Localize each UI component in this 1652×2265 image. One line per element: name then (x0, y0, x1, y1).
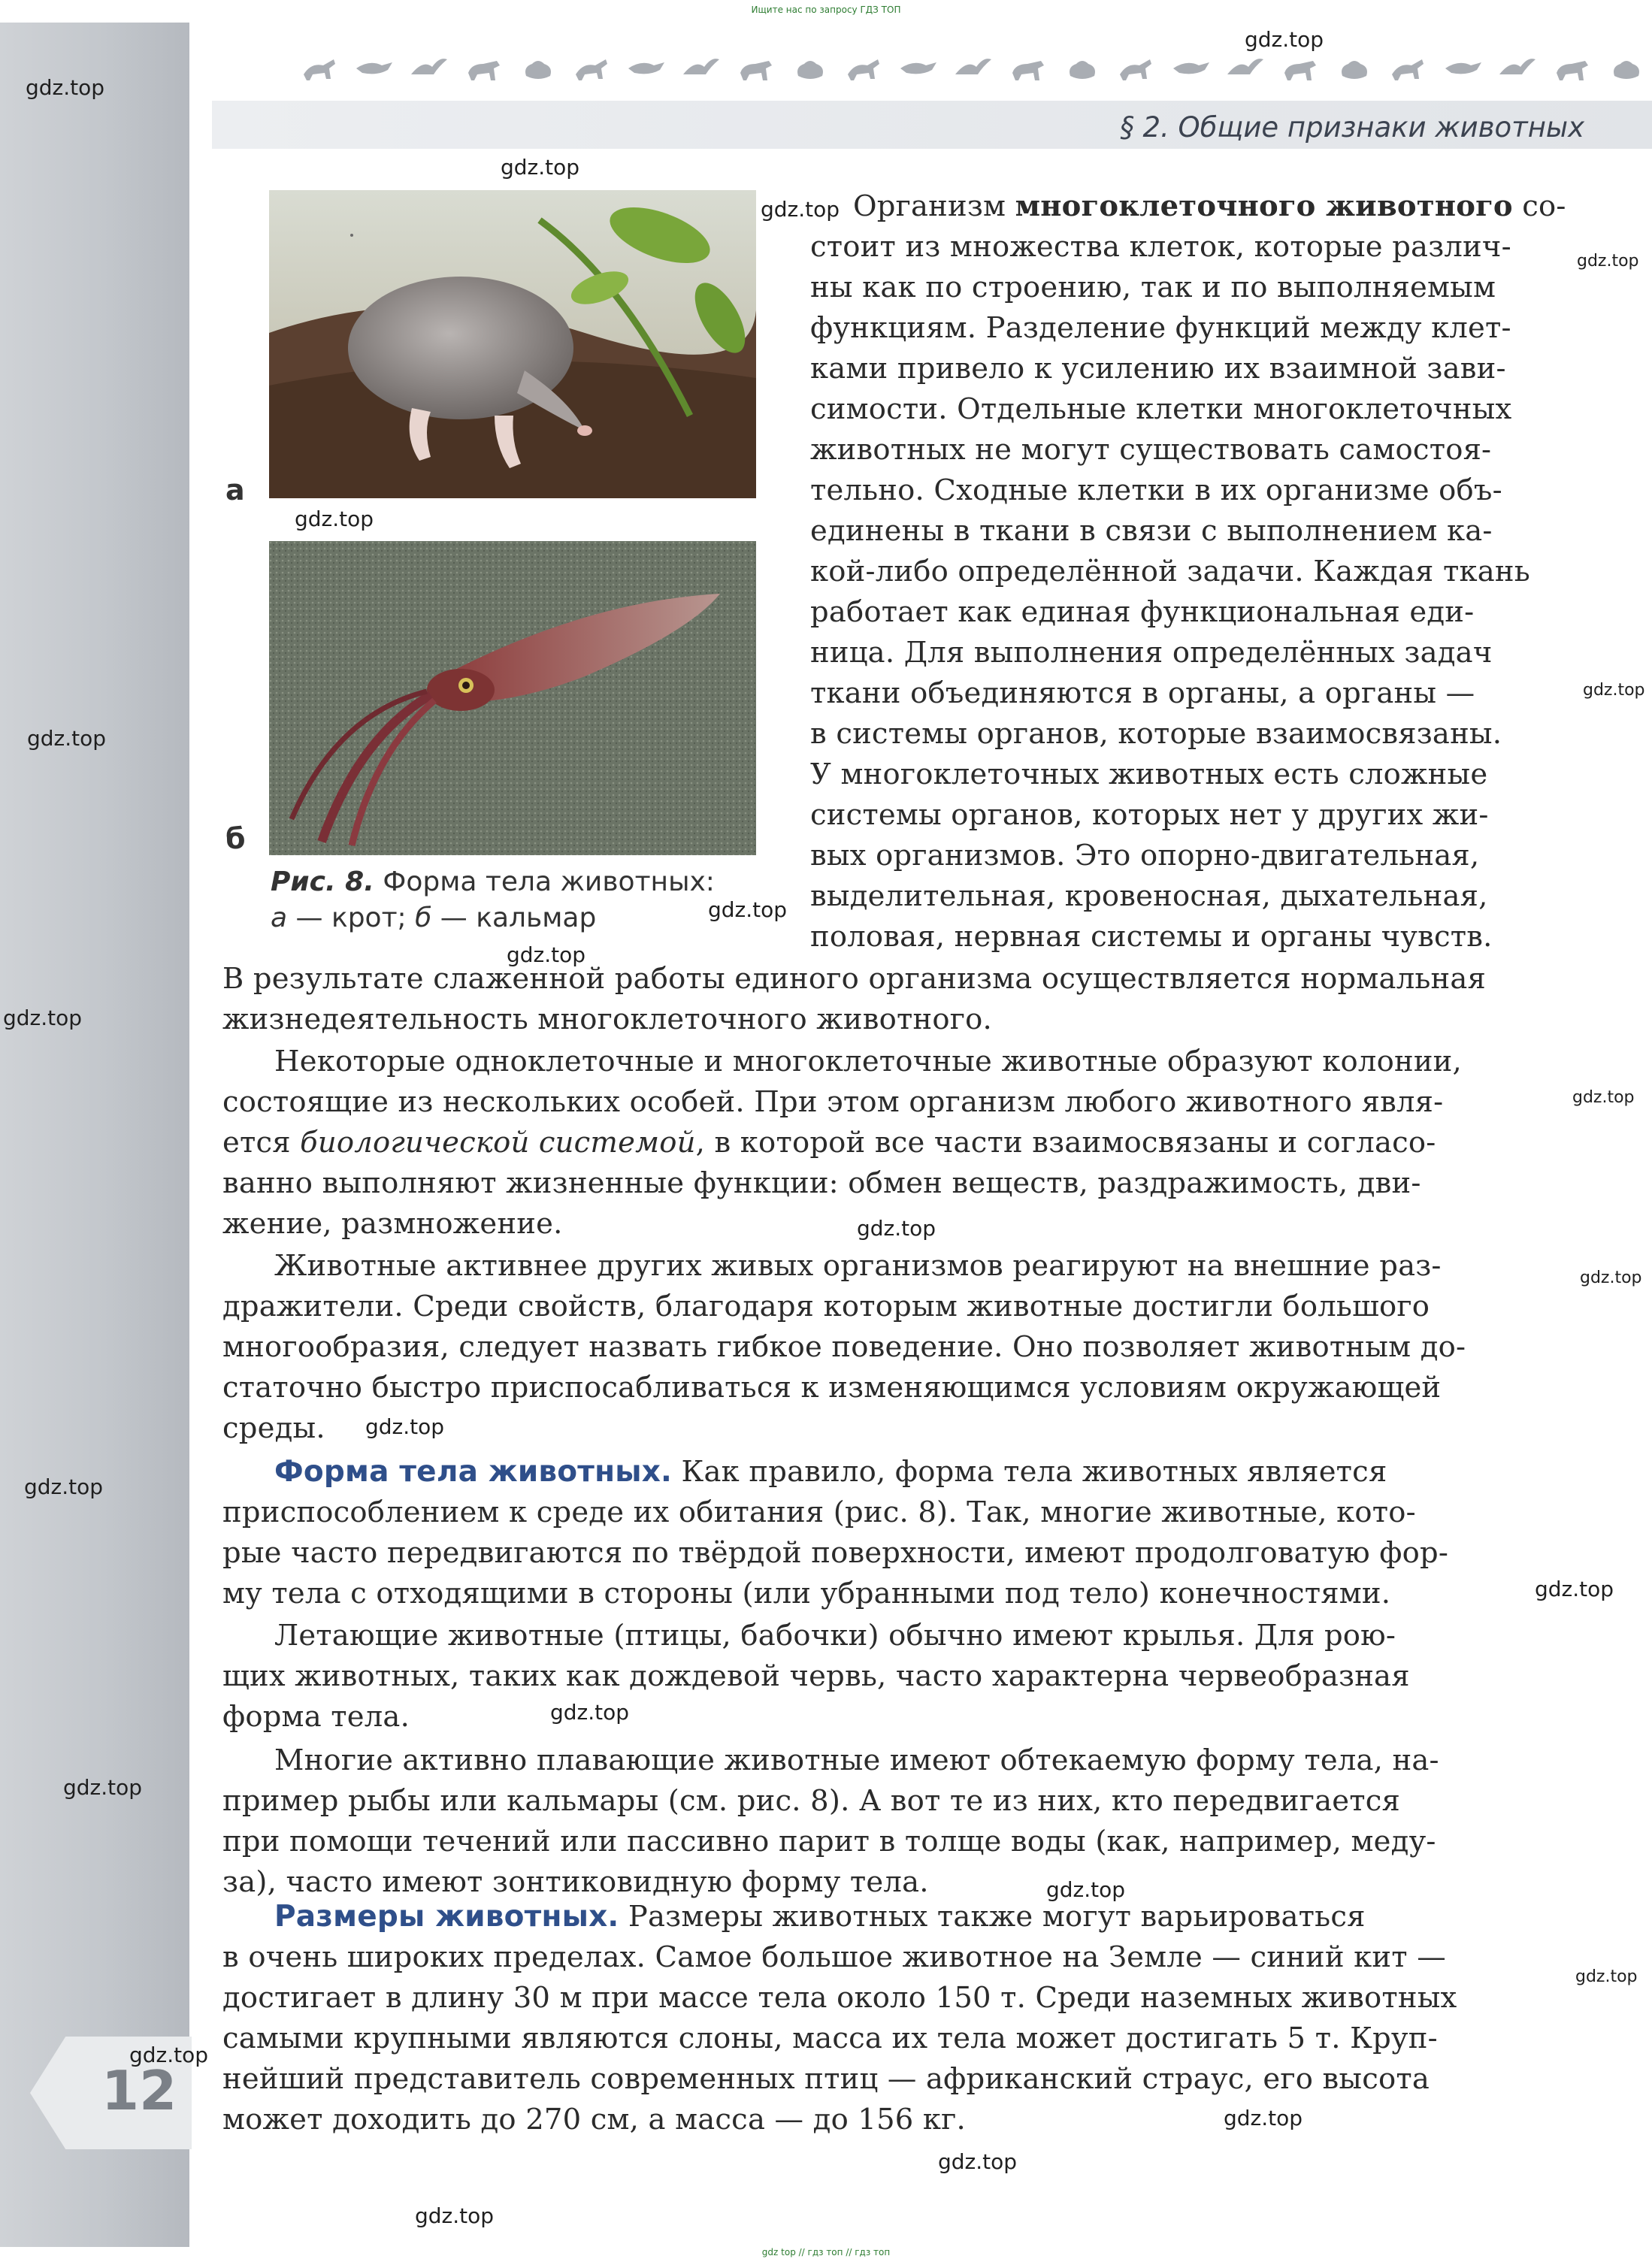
crab-icon (573, 52, 612, 85)
watermark: gdz.top (27, 726, 107, 751)
p5-line-2: щих животных, таких как дождевой червь, часто характерна червеобразная (222, 1659, 1410, 1693)
watermark: gdz.top (24, 1474, 104, 1499)
bird-icon (899, 52, 938, 85)
watermark: gdz.top (501, 155, 580, 180)
page-number: 12 (101, 2059, 177, 2122)
figure-caption (271, 864, 715, 936)
watermark: gdz.top (708, 897, 788, 922)
p1-line-4: функциям. Разделение функций между клет- (810, 311, 1511, 345)
p3-line-3: многообразия, следует назвать гибкое поведение. Оно позволяет животным до- (222, 1330, 1466, 1364)
body-size-heading: Размеры животных. (274, 1900, 619, 1934)
bird-icon (1444, 52, 1483, 85)
p4-run: Как правило, форма тела животных является (672, 1455, 1387, 1489)
top-note: Ищите нас по запросу ГДЗ ТОП (751, 5, 901, 15)
animal-silhouette-strip (301, 47, 1646, 90)
bottom-note: gdz top // гдз топ // гдз топ (761, 2247, 891, 2257)
watermark: gdz.top (415, 2203, 495, 2228)
watermark: gdz.top (1575, 1967, 1638, 1986)
watermark: gdz.top (550, 1700, 630, 1725)
watermark: gdz.top (295, 507, 374, 531)
bison-icon (1335, 52, 1374, 85)
p2-line-4: ванно выполняют жизненные функции: обмен веществ, раздражимость, дви- (222, 1166, 1421, 1200)
watermark: gdz.top (1224, 2106, 1303, 2130)
p1-line-16: системы органов, которых нет у других жи- (810, 798, 1489, 832)
caption-figure-label: Рис. 8. (271, 866, 374, 897)
p1-line-2: стоит из множества клеток, которые различ- (810, 230, 1511, 264)
spider-icon (845, 52, 884, 85)
watermark: gdz.top (129, 2043, 209, 2067)
mole-photo (269, 190, 756, 498)
fish-icon (791, 52, 830, 85)
scorpion-icon (1226, 52, 1265, 85)
fish-icon (1607, 52, 1646, 85)
p2-run: ется (222, 1126, 301, 1160)
cat-icon (1172, 52, 1211, 85)
p1-bold-term: многоклеточного животного (1015, 189, 1513, 223)
horse-icon (464, 52, 503, 85)
p1-line-11: работает как единая функциональная еди- (810, 595, 1475, 629)
p7-line-3: достигает в длину 30 м при массе тела около 150 т. Среди наземных животных (222, 1981, 1457, 2015)
watermark: gdz.top (1580, 1269, 1642, 1287)
p1-line-3: ны как по строению, так и по выполняемым (810, 271, 1496, 304)
figure-letter-b: б (225, 822, 246, 855)
p1-line-13: ткани объединяются в органы, а органы — (810, 676, 1475, 710)
p3-line-1: Животные активнее других живых организмов реагируют на внешние раз- (274, 1249, 1442, 1283)
butterfly-icon (627, 52, 666, 85)
p3-line-5: среды. (222, 1411, 325, 1445)
watermark: gdz.top (365, 1414, 445, 1439)
p1-line-7: животных не могут существовать самостоя- (810, 433, 1492, 467)
figure-letter-a: а (225, 473, 245, 507)
watermark: gdz.top (1245, 27, 1324, 52)
watermark: gdz.top (26, 75, 105, 100)
lizard-icon (1389, 52, 1428, 85)
p7-line-6: может доходить до 270 см, а масса — до 156 кг. (222, 2103, 966, 2136)
p1-line-18: выделительная, кровеносная, дыхательная, (810, 879, 1488, 913)
horse-icon (1552, 52, 1591, 85)
p7-line-1 (274, 1897, 1366, 1937)
lizard-icon (682, 52, 721, 85)
p1-run: Организм (853, 189, 1015, 223)
p2-run: , в которой все части взаимосвязаны и согласо- (695, 1126, 1436, 1160)
fish-icon (1008, 52, 1047, 85)
p2-line-5: жение, размножение. (222, 1207, 563, 1241)
p1-line-17: вых организмов. Это опорно-двигательная, (810, 839, 1480, 872)
p2-line-1: Некоторые одноклеточные и многоклеточные животные образуют колонии, (274, 1045, 1462, 1078)
p2-line-3 (222, 1123, 1436, 1163)
p1-line-1 (853, 186, 1566, 227)
watermark: gdz.top (1583, 681, 1645, 700)
p1-line-5: ками привело к усилению их взаимной зави- (810, 352, 1506, 386)
p4-line-3: рые часто передвигаются по твёрдой поверхности, имеют продолговатую фор- (222, 1536, 1449, 1570)
p1-line-14: в системы органов, которые взаимосвязаны. (810, 717, 1502, 751)
caption-text-a: — крот; (287, 903, 416, 933)
squid-photo (269, 541, 756, 855)
bird-icon (355, 52, 394, 85)
butterfly-icon (1280, 52, 1319, 85)
watermark: gdz.top (1046, 1877, 1126, 1902)
p6-line-3: при помощи течений или пассивно парит в толще воды (как, например, меду- (222, 1825, 1436, 1858)
frog-icon (519, 52, 558, 85)
watermark: gdz.top (938, 2149, 1018, 2174)
p4-line-2: приспособлением к среде их обитания (рис. 8). Так, многие животные, кото- (222, 1495, 1416, 1529)
p5-line-3: форма тела. (222, 1700, 410, 1734)
p1-line-9: единены в ткани в связи с выполнением ка- (810, 514, 1493, 548)
watermark: gdz.top (761, 197, 840, 222)
caption-title: Форма тела животных: (374, 866, 715, 897)
left-margin-strip (0, 23, 189, 2247)
watermark: gdz.top (507, 942, 586, 967)
bird-icon (1063, 52, 1102, 85)
p5-line-1: Летающие животные (птицы, бабочки) обычно имеют крылья. Для рою- (274, 1619, 1396, 1653)
caption-letter-a: а (271, 903, 288, 933)
p4-line-1 (274, 1452, 1387, 1492)
p6-line-2: пример рыбы или кальмары (см. рис. 8). А вот те из них, кто передвигается (222, 1784, 1401, 1818)
p3-line-4: статочно быстро приспосабливаться к изменяющимся условиям окружающей (222, 1371, 1442, 1405)
p6-line-4: за), часто имеют зонтиковидную форму тела. (222, 1865, 929, 1899)
p1-line-6: симости. Отдельные клетки многоклеточных (810, 392, 1512, 426)
section-header: § 2. Общие признаки животных (1120, 111, 1584, 144)
watermark: gdz.top (1577, 252, 1639, 271)
p1-line-15: У многоклеточных животных есть сложные (810, 758, 1488, 791)
horse-icon (301, 52, 340, 85)
watermark: gdz.top (1535, 1577, 1614, 1601)
watermark: gdz.top (63, 1775, 143, 1800)
kangaroo-icon (736, 52, 775, 85)
watermark: gdz.top (857, 1216, 936, 1241)
caption-text-b: — кальмар (431, 903, 597, 933)
deer-icon (954, 52, 993, 85)
p1-line-20: В результате слаженной работы единого организма осуществляется нормальная (222, 962, 1487, 996)
p6-line-1: Многие активно плавающие животные имеют обтекаемую форму тела, на- (274, 1743, 1439, 1777)
fly-icon (1498, 52, 1537, 85)
body-shape-heading: Форма тела животных. (274, 1455, 673, 1489)
p1-line-10: кой-либо определённой задачи. Каждая ткань (810, 555, 1530, 588)
p1-line-19: половая, нервная системы и органы чувств. (810, 920, 1493, 954)
p2-italic-term: биологической системой (300, 1126, 696, 1160)
p2-line-2: состоящие из нескольких особей. При этом организм любого животного явля- (222, 1085, 1444, 1119)
p1-run: со- (1512, 189, 1566, 223)
bird-flying-icon (410, 52, 449, 85)
watermark: gdz.top (1572, 1088, 1635, 1107)
p4-line-4: му тела с отходящими в стороны (или убранными под тело) конечностями. (222, 1577, 1391, 1610)
p7-run: Размеры животных также могут варьироваться (619, 1900, 1366, 1934)
caption-letter-b: б (415, 903, 432, 933)
p1-line-21: жизнедеятельность многоклеточного животного. (222, 1002, 992, 1036)
p3-line-2: дражители. Среди свойств, благодаря которым животные достигли большого (222, 1290, 1430, 1323)
p7-line-4: самыми крупными являются слоны, масса их тела может достигать 5 т. Круп- (222, 2022, 1438, 2055)
p1-line-8: тельно. Сходные клетки в их организме объ- (810, 473, 1502, 507)
cow-icon (1117, 52, 1156, 85)
watermark: gdz.top (3, 1005, 83, 1030)
p1-line-12: ница. Для выполнения определённых задач (810, 636, 1493, 670)
p7-line-2: в очень широких пределах. Самое большое животное на Земле — синий кит — (222, 1940, 1446, 1974)
p7-line-5: нейший представитель современных птиц — африканский страус, его высота (222, 2062, 1430, 2096)
